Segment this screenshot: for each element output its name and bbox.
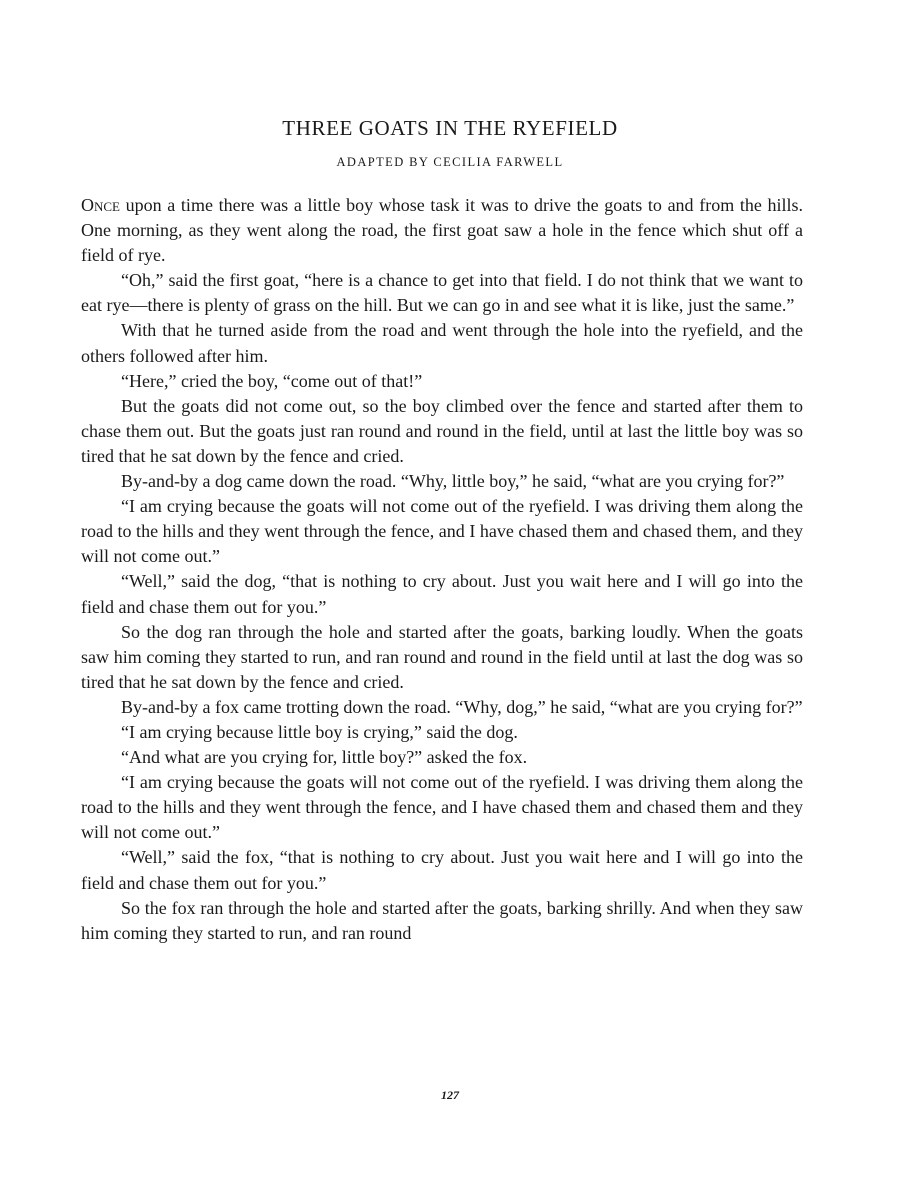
story-body	[81, 193, 803, 946]
paragraph-11: “I am crying because little boy is crying,” said the dog.	[121, 721, 518, 742]
story-byline: ADAPTED BY CECILIA FARWELL	[336, 155, 564, 169]
paragraph-12: “And what are you crying for, little boy?” asked the fox.	[121, 747, 528, 768]
paragraph-1-text: upon a time there was a little boy whose task it was to drive the goats to and from the hills. One morning, as they went along the road, the first goat saw a hole in the fence which shut off a field of rye.	[81, 195, 803, 266]
paragraph-1	[81, 193, 803, 268]
paragraph-14: “Well,” said the fox, “that is nothing to cry about. Just you wait here and I will go into the field and chase them out for you.”	[81, 847, 803, 893]
paragraph-13: “I am crying because the goats will not come out of the ryefield. I was driving them along the road to the hills and they went through the fence, and I have chased them and chased them and they will not come out.”	[81, 772, 803, 843]
paragraph-15: So the fox ran through the hole and started after the goats, barking shrilly. And when they saw him coming they started to run, and ran round	[81, 897, 803, 943]
paragraph-7: “I am crying because the goats will not come out of the ryefield. I was driving them along the road to the hills and they went through the fence, and I have chased them and chased them, and they will not come out.”	[81, 496, 803, 567]
paragraph-8: “Well,” said the dog, “that is nothing to cry about. Just you wait here and I will go into the field and chase them out for you.”	[81, 571, 803, 617]
paragraph-4: “Here,” cried the boy, “come out of that!”	[121, 370, 423, 391]
paragraph-6: By-and-by a dog came down the road. “Why, little boy,” he said, “what are you crying for?”	[121, 471, 785, 492]
story-title: THREE GOATS IN THE RYEFIELD	[282, 116, 618, 140]
paragraph-9: So the dog ran through the hole and started after the goats, barking loudly. When the goats saw him coming they started to run, and ran round and round in the field until at last the dog was so tired that he sat down by the fence and cried.	[81, 621, 803, 692]
paragraph-3: With that he turned aside from the road and went through the hole into the ryefield, and the others followed after him.	[81, 320, 803, 366]
paragraph-2: “Oh,” said the first goat, “here is a chance to get into that field. I do not think that we want to eat rye—there is plenty of grass on the hill. But we can go in and see what it is like, just the same.”	[81, 270, 803, 316]
paragraph-5: But the goats did not come out, so the boy climbed over the fence and started after them to chase them out. But the goats just ran round and round in the field, until at last the little boy was so tired that he sat down by the fence and cried.	[81, 395, 803, 466]
page-number: 127	[441, 1088, 459, 1102]
opening-word: Once	[81, 195, 120, 215]
paragraph-10: By-and-by a fox came trotting down the road. “Why, dog,” he said, “what are you crying for?”	[121, 696, 803, 717]
